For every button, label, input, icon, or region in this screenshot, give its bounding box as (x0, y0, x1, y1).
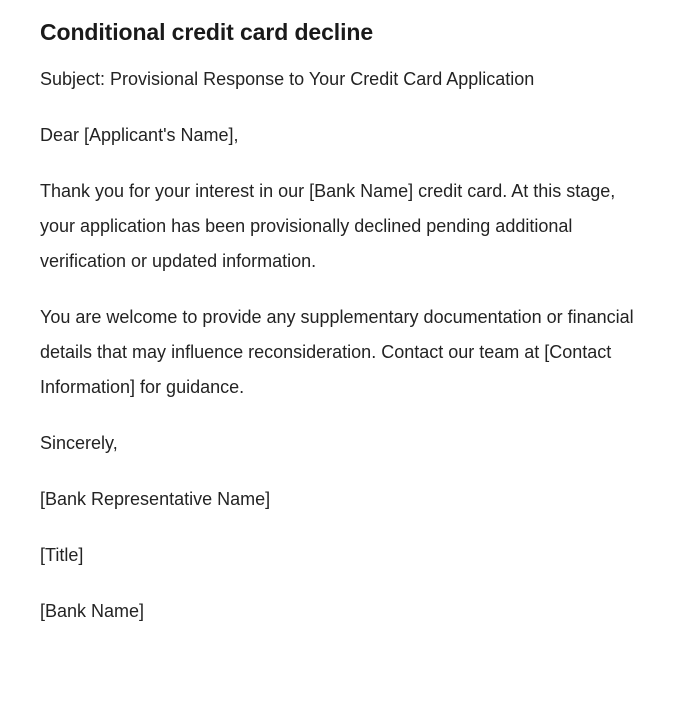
signature-bank-name: [Bank Name] (40, 601, 145, 621)
letter-salutation: Dear [Applicant's Name], (40, 125, 239, 145)
letter-closing: Sincerely, (40, 433, 118, 453)
letter-subject-line: Subject: Provisional Response to Your Credit Card Application (40, 69, 535, 89)
signature-representative-name: [Bank Representative Name] (40, 489, 271, 509)
letter-paragraph-decline-notice: Thank you for your interest in our [Bank Name] credit card. At this stage, your application has been provisionally declined pending additional verification or updated information. (40, 181, 616, 271)
page-title: Conditional credit card decline (40, 19, 374, 45)
letter-body (40, 62, 636, 629)
letter-paragraph-reconsideration: You are welcome to provide any supplementary documentation or financial details that may influence reconsideration. Contact our team at [Contact Information] for guidance. (40, 307, 634, 397)
signature-title: [Title] (40, 545, 84, 565)
